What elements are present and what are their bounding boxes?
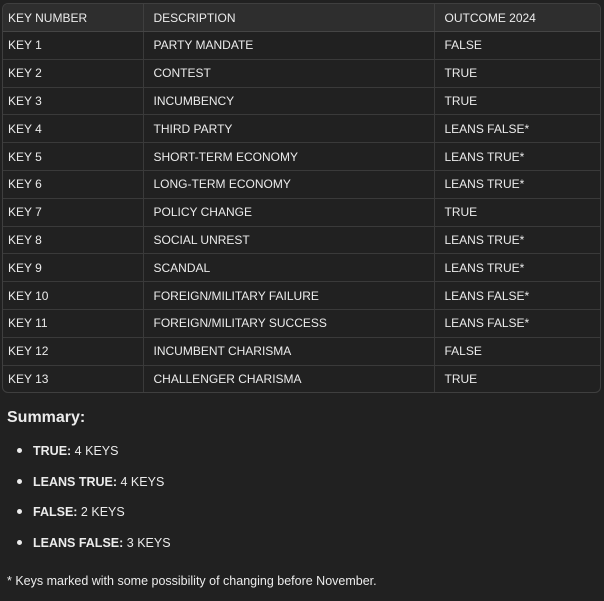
table-row [3, 226, 600, 254]
cell-key-number: KEY 6 [3, 170, 143, 198]
table-row [3, 282, 600, 310]
table-row [3, 170, 600, 198]
cell-outcome: LEANS TRUE* [434, 143, 600, 171]
cell-outcome: LEANS TRUE* [434, 170, 600, 198]
table-row [3, 254, 600, 282]
cell-description: FOREIGN/MILITARY FAILURE [143, 282, 434, 310]
cell-key-number: KEY 2 [3, 59, 143, 87]
list-item [0, 532, 171, 563]
summary-value: 4 KEYS [71, 444, 119, 458]
table-row [3, 337, 600, 365]
cell-key-number: KEY 4 [3, 115, 143, 143]
cell-outcome: FALSE [434, 32, 600, 60]
bullet-icon [17, 479, 22, 484]
cell-outcome: TRUE [434, 87, 600, 115]
cell-outcome: TRUE [434, 198, 600, 226]
cell-outcome: LEANS FALSE* [434, 115, 600, 143]
footnote: * Keys marked with some possibility of changing before November. [7, 574, 377, 588]
header-description: DESCRIPTION [143, 4, 434, 32]
cell-description: SHORT-TERM ECONOMY [143, 143, 434, 171]
cell-key-number: KEY 11 [3, 309, 143, 337]
cell-key-number: KEY 9 [3, 254, 143, 282]
table-header-row [3, 4, 600, 32]
cell-description: THIRD PARTY [143, 115, 434, 143]
list-item [0, 440, 171, 471]
cell-key-number: KEY 10 [3, 282, 143, 310]
cell-description: INCUMBENCY [143, 87, 434, 115]
summary-value: 3 KEYS [123, 535, 171, 550]
table-row [3, 59, 600, 87]
table-row [3, 87, 600, 115]
summary-label: LEANS TRUE: [33, 474, 118, 489]
cell-outcome: LEANS FALSE* [434, 309, 600, 337]
cell-outcome: TRUE [444, 371, 478, 386]
cell-key-number: KEY 7 [3, 198, 143, 226]
table-row [3, 365, 600, 392]
bullet-icon [17, 509, 22, 514]
bullet-icon [17, 540, 22, 545]
bullet-icon [17, 448, 22, 453]
summary-list [0, 440, 171, 562]
cell-description: LONG-TERM ECONOMY [143, 170, 434, 198]
cell-key-number: KEY 5 [3, 143, 143, 171]
keys-table-container [2, 3, 601, 393]
cell-description: CONTEST [143, 59, 434, 87]
cell-key-number: KEY 12 [3, 337, 143, 365]
cell-description: POLICY CHANGE [143, 198, 434, 226]
summary-value: 4 KEYS [117, 474, 165, 489]
list-item [0, 471, 171, 502]
cell-outcome: FALSE [434, 337, 600, 365]
table-row [3, 32, 600, 60]
cell-outcome: LEANS TRUE* [434, 226, 600, 254]
cell-description: FOREIGN/MILITARY SUCCESS [143, 309, 434, 337]
summary-heading: Summary: [7, 409, 86, 426]
summary-label: FALSE: [33, 505, 78, 520]
table-row [3, 115, 600, 143]
cell-description: PARTY MANDATE [143, 32, 434, 60]
list-item [0, 501, 171, 532]
summary-value: 2 KEYS [77, 505, 125, 520]
cell-outcome: TRUE [434, 59, 600, 87]
table-row [3, 309, 600, 337]
summary-label: TRUE: [33, 444, 72, 458]
cell-key-number: KEY 8 [3, 226, 143, 254]
cell-outcome: LEANS TRUE* [434, 254, 600, 282]
cell-key-number: KEY 1 [3, 32, 143, 60]
cell-outcome: LEANS FALSE* [434, 282, 600, 310]
cell-key-number: KEY 3 [3, 87, 143, 115]
cell-description: INCUMBENT CHARISMA [143, 337, 434, 365]
cell-description: SCANDAL [143, 254, 434, 282]
header-key-number: KEY NUMBER [3, 4, 143, 32]
keys-table [3, 4, 600, 392]
cell-key-number: KEY 13 [3, 365, 143, 392]
cell-description: CHALLENGER CHARISMA [143, 365, 434, 392]
cell-description: SOCIAL UNREST [143, 226, 434, 254]
table-row [3, 143, 600, 171]
header-outcome-2024: OUTCOME 2024 [434, 4, 600, 32]
table-row [3, 198, 600, 226]
summary-label: LEANS FALSE: [33, 535, 124, 550]
